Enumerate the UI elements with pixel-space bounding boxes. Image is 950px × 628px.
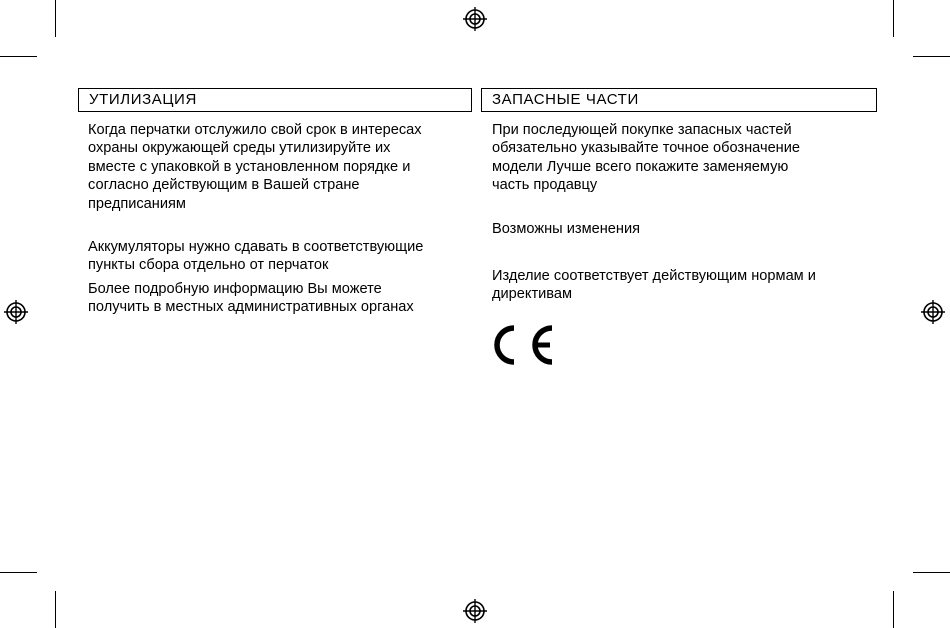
crop-mark: [0, 572, 37, 573]
changes-paragraph: Возможны изменения: [492, 221, 641, 237]
battery-paragraph: Аккумуляторы нужно сдавать в соответствующие пункты сбора отдельно от перчаток: [88, 239, 424, 274]
crop-mark: [893, 591, 894, 628]
conformity-paragraph: Изделие соответствует действующим нормам и директивам: [492, 268, 816, 303]
spare-parts-heading: ЗАПАСНЫЕ ЧАСТИ: [481, 88, 877, 112]
registration-mark-icon: [3, 299, 29, 325]
disposal-heading: УТИЛИЗАЦИЯ: [78, 88, 472, 112]
crop-mark: [55, 0, 56, 37]
spare-parts-paragraph: При последующей покупке запасных частей обязательно указывайте точное обозначение модели Лучше всего покажите заменяемую часть продавцу: [492, 122, 801, 194]
registration-mark-icon: [462, 598, 488, 624]
crop-mark: [893, 0, 894, 37]
registration-mark-icon: [920, 299, 946, 325]
registration-mark-icon: [462, 6, 488, 32]
crop-mark: [55, 591, 56, 628]
disposal-paragraph: Когда перчатки отслужило свой срок в интересах охраны окружающей среды утилизируйте их вместе с упаковкой в установленном порядке и согласно действующим в Вашей стране предписаниям: [88, 122, 422, 212]
info-paragraph: Более подробную информацию Вы можете получить в местных административных органах: [88, 281, 414, 316]
crop-mark: [0, 56, 37, 57]
crop-mark: [913, 572, 950, 573]
crop-mark: [913, 56, 950, 57]
ce-mark-icon: [490, 322, 558, 368]
